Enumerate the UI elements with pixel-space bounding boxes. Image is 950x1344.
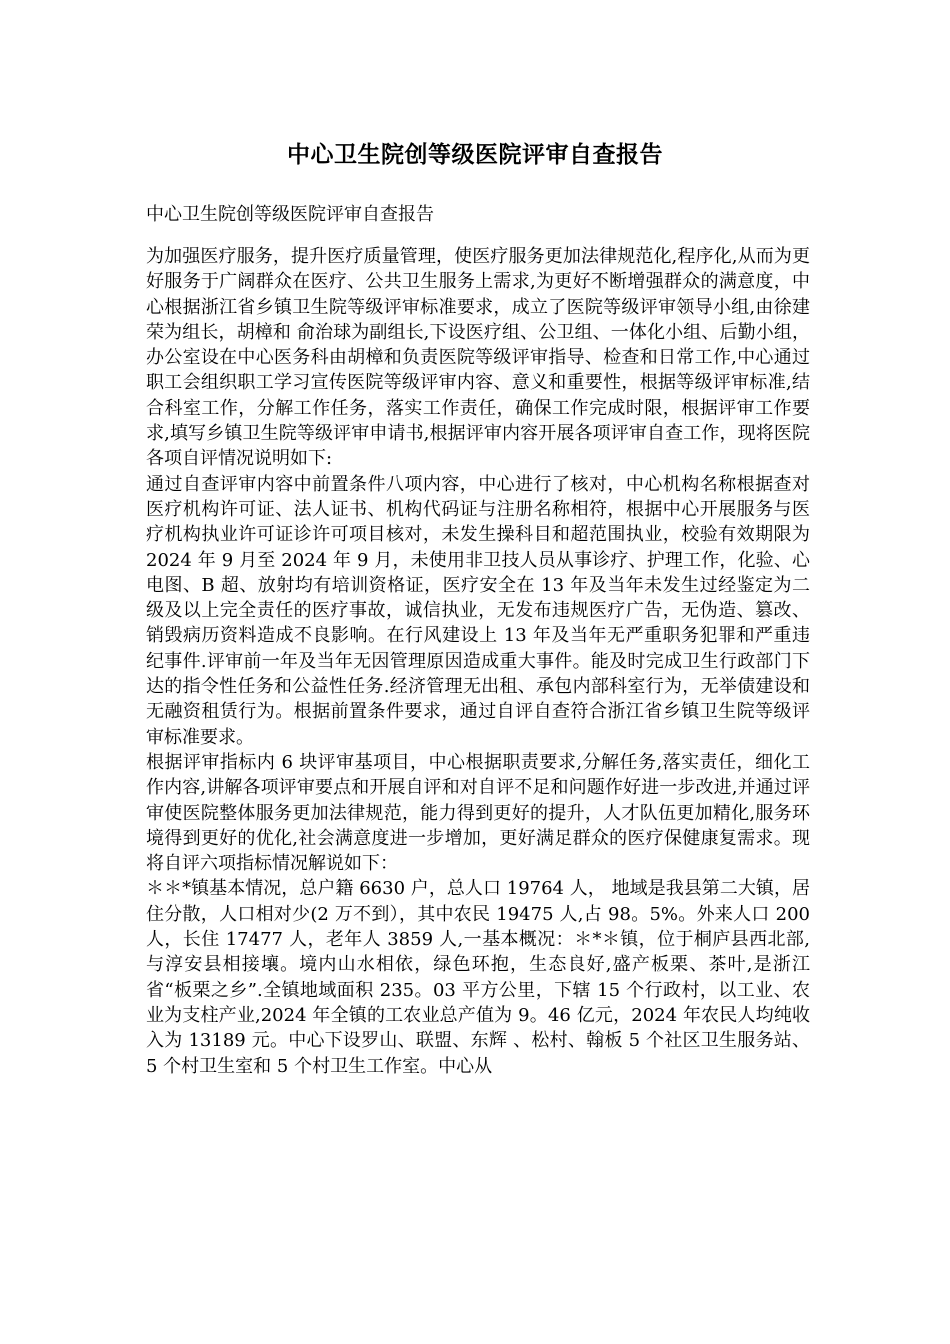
document-subtitle: 中心卫生院创等级医院评审自查报告 xyxy=(146,204,434,225)
paragraph-town-overview: ＊＊*镇基本情况，总户籍 6630 户，总人口 19764 人， 地域是我县第二大镇，居住分散，人口相对少(2 万不到），其中农民 19475 人,占 98。5%。外来人口 200 人，长住 17477 人，老年人 3859 人,一基本概况：＊*＊镇，位于桐庐县西北部,与淳安县相接壤。境内山水相依，绿色环抱，生态良好,盛产板栗、茶叶,是浙江省“板栗之乡”.全镇地域面积 235。03 平方公里，下辖 15 个行政村，以工业、农业为支柱产业,2024 年全镇的工农业总产值为 9。46 亿元，2024 年农民人均纯收入为 13189 元。中心下设罗山、联盟、东辉 、松村、翰板 5 个社区卫生服务站、5 个村卫生室和 5 个村卫生工作室。中心从 xyxy=(146,878,810,1077)
paragraph-indicators: 根据评审指标内 6 块评审基项目，中心根据职责要求,分解任务,落实责任，细化工作内容,讲解各项评审要点和开展自评和对自评不足和问题作好进一步改进,并通过评审使医院整体服务更加法律规范，能力得到更好的提升，人才队伍更加精化,服务环境得到更好的优化,社会满意度进一步增加，更好满足群众的医疗保健康复需求。现将自评六项指标情况解说如下： xyxy=(146,751,810,875)
paragraph-intro: 为加强医疗服务，提升医疗质量管理，使医疗服务更加法律规范化,程序化,从而为更好服务于广阔群众在医疗、公共卫生服务上需求,为更好不断增强群众的满意度，中心根据浙江省乡镇卫生院等级评审标准要求，成立了医院等级评审领导小组,由徐建荣为组长，胡樟和 俞治球为副组长,下设医疗组、公卫组、一体化小组、后勤小组，办公室设在中心医务科由胡樟和负责医院等级评审指导、检查和日常工作,中心通过职工会组织职工学习宣传医院等级评审内容、意义和重要性，根据等级评审标准,结合科室工作，分解工作任务，落实工作责任，确保工作完成时限，根据评审工作要求,填写乡镇卫生院等级评审申请书,根据评审内容开展各项评审自查工作，现将医院各项自评情况说明如下: xyxy=(146,246,810,470)
paragraph-preconditions: 通过自查评审内容中前置条件八项内容，中心进行了核对，中心机构名称根据查对医疗机构许可证、法人证书、机构代码证与注册名称相符，根据中心开展服务与医疗机构执业许可证诊许可项目核对，未发生操科目和超范围执业，校验有效期限为 2024 年 9 月至 2024 年 9 月，未使用非卫技人员从事诊疗、护理工作，化验、心电图、B 超、放射均有培训资格证，医疗安全在 13 年及当年未发生过经鉴定为二级及以上完全责任的医疗事故，诚信执业，无发布违规医疗广告，无伪造、篡改、销毁病历资料造成不良影响。在行风建设上 13 年及当年无严重职务犯罪和严重违纪事件.评审前一年及当年无因管理原因造成重大事件。能及时完成卫生行政部门下达的指令性任务和公益性任务.经济管理无出租、承包内部科室行为，无举债建设和无融资租赁行为。根据前置条件要求，通过自评自查符合浙江省乡镇卫生院等级评审标准要求。 xyxy=(146,473,810,748)
document-title: 中心卫生院创等级医院评审自查报告 xyxy=(287,141,663,168)
document-body xyxy=(146,244,810,1079)
